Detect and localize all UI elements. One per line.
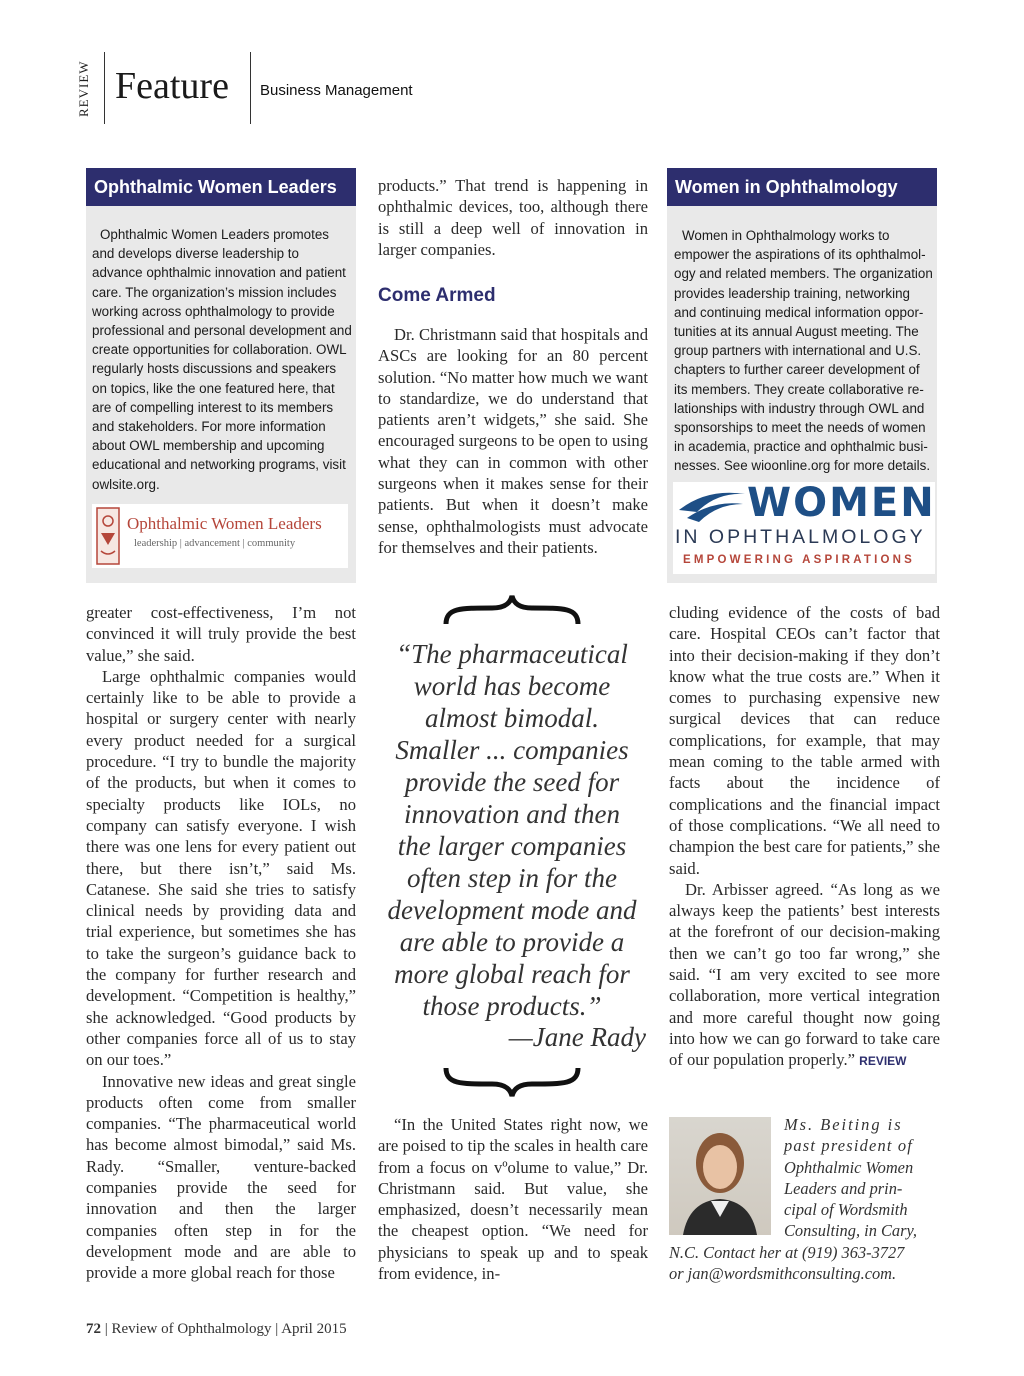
pull-quote-attribution: —Jane Rady (508, 1022, 646, 1052)
article-col2-bottom (378, 1114, 648, 1284)
text-line: nesses. See wioonline.org for more details. (674, 458, 931, 474)
feature-title: Feature (115, 65, 229, 107)
paragraph: “In the United States right now, we are poised to tip the scales in health care from a focus on vºolume to value,” Dr. Christmann said. But value, she emphasized, doesn’t necessarily mean the cheapest option. “We need for physicians to speak up and to speak from evidence, in- (378, 1115, 648, 1284)
bio-line: or jan@wordsmithconsulting.com. (669, 1264, 897, 1284)
pull-quote-line: almost bimodal. (424, 703, 599, 733)
text-line: create opportunities for collaboration. OWL (92, 342, 347, 358)
text-line: educational and networking programs, visit (92, 457, 346, 473)
header-divider (250, 52, 251, 124)
text-line: are of compelling interest to its members (92, 399, 334, 415)
text-line: regularly hosts discussions and speakers (92, 361, 337, 377)
article-col2-top (378, 175, 648, 260)
paragraph: Dr. Christmann said that hospitals and ASCs are looking for an 80 percent solution. “No matter how much we want to standardize, we do understand that patients aren’t widgets,” she said. She encouraged surgeons to be open to using what they can in common with other surgeons when it makes sense for their patients. But when it doesn’t make sense, ophthalmologists must advocate for themselves and their patients. (378, 325, 648, 557)
page-number: 72 (86, 1321, 101, 1337)
pull-quote-line: provide the seed for (404, 767, 620, 797)
owl-logo-tagline: leadership | advancement | community (134, 538, 296, 549)
owl-sidebar-heading: Ophthalmic Women Leaders (86, 168, 356, 206)
text-line: and stakeholders. For more information (92, 419, 326, 435)
footer-divider: | (275, 1321, 282, 1337)
pull-quote-line: often step in for the (407, 863, 617, 893)
text-line: advance ophthalmic innovation and patient (92, 265, 346, 281)
pull-quote-line: world has become (413, 671, 611, 701)
author-photo (669, 1117, 771, 1235)
text-line: Ophthalmic Women Leaders promotes (100, 227, 329, 242)
text-line: empower the aspirations of its ophthalmol- (674, 247, 926, 263)
pull-quote-line: “The pharmaceutical (396, 639, 628, 669)
text-line: chapters to further career development of (674, 362, 920, 378)
paragraph: greater cost-effectiveness, I’m not convinced it will truly provide the best value,” she said. (86, 603, 356, 665)
text-line: professional and personal development and (92, 323, 352, 339)
wio-logo-women: WOMEN (747, 480, 936, 526)
paragraph: cluding evidence of the costs of bad care. Hospital CEOs can’t factor that into their decision-making if they don’t know what the true costs are.” When it comes to purchasing expensive new surgical devices that can reduce complications, for example, that may mean coming to the table armed with facts about the incidence of complications and the financial impact of those complications. “We all need to champion the best care for patients,” she said. (669, 603, 940, 878)
pull-quote-line: the larger companies (397, 831, 627, 861)
author-contact (669, 1242, 943, 1285)
text-line: and develops diverse leadership to (92, 246, 299, 262)
text-line: care. The organization’s mission includes (92, 284, 337, 300)
owl-logo (92, 504, 348, 568)
article-col2-mid (378, 324, 648, 558)
section-label: Business Management (260, 82, 413, 99)
end-mark: REVIEW (859, 1054, 907, 1069)
text-line: sponsorships to meet the needs of women (674, 420, 926, 436)
owl-emblem-icon (96, 507, 120, 565)
text-line: provides leadership training, networking (674, 285, 910, 301)
author-bio (784, 1114, 942, 1242)
paragraph: products.” That trend is happening in ophthalmic devices, too, although there is still a deep well of innovation in larger companies. (378, 176, 648, 259)
page-footer (86, 1321, 347, 1338)
wio-logo-tagline: EMPOWERING ASPIRATIONS (683, 554, 916, 566)
pull-quote (374, 638, 650, 1022)
text-line: lationships with industry through OWL and (674, 400, 925, 416)
text-line: and continuing medical information oppor- (674, 304, 924, 320)
bio-line: Ophthalmic Women (784, 1157, 914, 1177)
text-line: its members. They create collaborative re- (674, 381, 924, 397)
pull-quote-line: development mode and (387, 895, 637, 925)
wio-logo (673, 482, 935, 574)
owl-sidebar-text (92, 225, 354, 494)
pull-quote-line: innovation and then (404, 799, 620, 829)
owl-logo-title: Ophthalmic Women Leaders (127, 514, 322, 533)
wio-sidebar (667, 168, 937, 583)
article-col1 (86, 602, 356, 1284)
paragraph (669, 879, 940, 1073)
article-col3 (669, 602, 940, 1073)
wio-logo-ophthalmology: IN OPHTHALMOLOGY (675, 526, 926, 548)
owl-sidebar (86, 168, 356, 583)
wio-sidebar-text (674, 226, 936, 476)
eye-swoosh-icon (677, 486, 747, 526)
paragraph: Innovative new ideas and great single products often come from smaller companies. “The pharmaceutical world has become almost bimodal,” said Ms. Rady. “Smaller, venture-backed companies provide the seed for innovation and then the larger companies often step in for the development mode and are able to provide a more global reach for those (86, 1071, 356, 1283)
text-line: about OWL membership and upcoming (92, 438, 325, 454)
header-divider (104, 52, 105, 124)
publication-name: Review of Ophthalmology (111, 1321, 272, 1337)
text-line: in academia, practice and ophthalmic busi- (674, 439, 928, 455)
pull-quote-line: more global reach for (394, 959, 630, 989)
bio-line: cipal of Wordsmith (784, 1200, 908, 1220)
text-line: ogy and related members. The organization (674, 266, 933, 282)
review-vertical-label: REVIEW (76, 60, 91, 118)
bio-line: past president of (784, 1136, 914, 1156)
pull-quote-line: those products.” (422, 991, 602, 1021)
pull-quote-line: are able to provide a (399, 927, 625, 957)
text-line: on topics, like the one featured here, that (92, 380, 335, 396)
bio-line: Leaders and prin- (784, 1178, 903, 1198)
paragraph: Large ophthalmic companies would certainly like to be able to provide a hospital or surgery center with nearly every product needed for a surgical procedure. “I try to bundle the majority of the products, but when it comes to specialty products like IOLs, no company can satisfy everyone. I wish there was one lens for every patient out there, but there isn’t,” said Ms. Catanese. She said she tries to satisfy clinical needs by providing data and trial experience, but sometimes she has to take the surgeon’s guidance back to the company for further research and development. “Competition is healthy,” she acknowledged. “Good products by other companies force all of us to stay on our toes.” (86, 666, 356, 1070)
subhead-come-armed: Come Armed (378, 285, 496, 306)
text-line: working across ophthalmology to provide (92, 303, 335, 319)
bio-line: Ms. Beiting is (784, 1115, 903, 1134)
author-portrait-icon (669, 1117, 771, 1235)
pull-quote-line: Smaller ... companies (395, 735, 629, 765)
bio-line: Consulting, in Cary, (784, 1221, 917, 1241)
wio-sidebar-heading: Women in Ophthalmology (667, 168, 937, 206)
issue-date: April 2015 (281, 1321, 347, 1337)
text-line: owlsite.org. (92, 476, 160, 492)
paragraph-text: Dr. Arbisser agreed. “As long as we always keep the patients’ best interests at the forefront of our decision-making then we can’t go too far wrong,” she said. “I am very excited to see more collaboration, more vertical integration and more careful thought now going into how we can go forward to take care of our population properly.” (669, 879, 940, 1070)
top-brace-icon (442, 594, 582, 628)
footer-divider: | (104, 1321, 112, 1337)
bio-line: N.C. Contact her at (919) 363-3727 (669, 1243, 905, 1262)
text-line: Women in Ophthalmology works to (682, 228, 890, 243)
bottom-brace-icon (442, 1064, 582, 1098)
text-line: tunities at its annual August meeting. The (674, 324, 919, 340)
text-line: group partners with international and U.S. (674, 343, 922, 359)
